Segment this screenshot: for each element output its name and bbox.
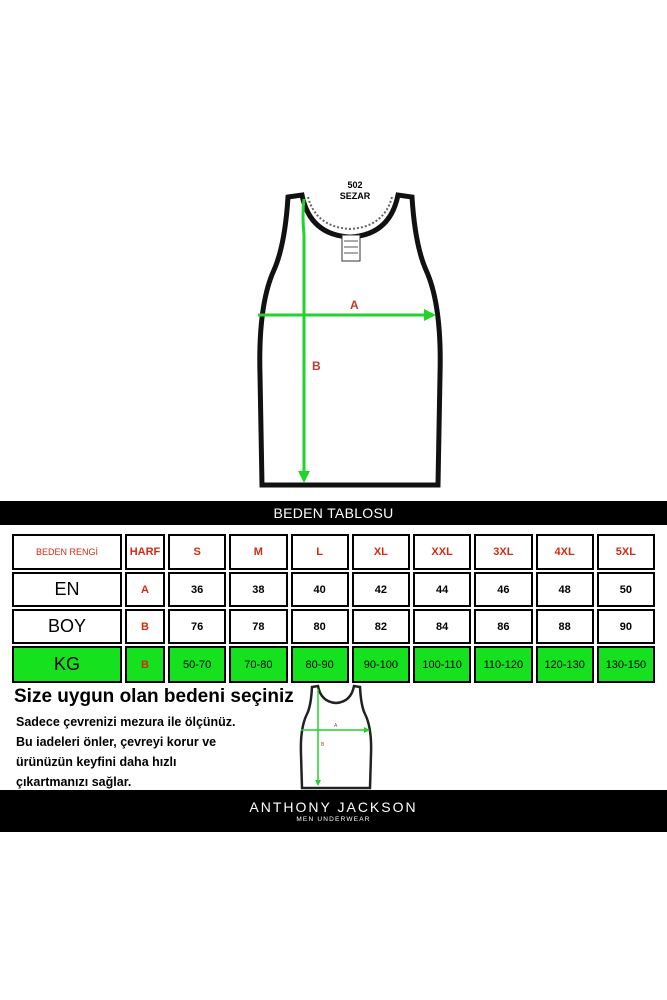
table-cell: 88 <box>536 609 594 644</box>
header-size: L <box>291 534 349 570</box>
table-cell: 120-130 <box>536 646 594 683</box>
table-cell: 82 <box>352 609 410 644</box>
table-cell: 44 <box>413 572 471 607</box>
table-cell: 36 <box>168 572 226 607</box>
table-cell: 78 <box>229 609 287 644</box>
small-tank-top-diagram <box>296 684 376 794</box>
table-cell: 40 <box>291 572 349 607</box>
table-cell: 90 <box>597 609 655 644</box>
table-cell: 46 <box>474 572 532 607</box>
instruction-line: Bu iadeleri önler, çevreyi korur ve <box>16 735 217 749</box>
header-size: M <box>229 534 287 570</box>
table-row-kg <box>12 646 655 683</box>
header-size: S <box>168 534 226 570</box>
neck-label <box>342 235 360 261</box>
header-size: 4XL <box>536 534 594 570</box>
label-b: B <box>312 359 321 373</box>
size-table <box>9 532 658 685</box>
neckline-inner <box>308 197 392 229</box>
table-cell: 100-110 <box>413 646 471 683</box>
table-row-boy <box>12 609 655 644</box>
model-code: 502 SEZAR <box>339 180 371 201</box>
table-cell: 50-70 <box>168 646 226 683</box>
table-cell: 76 <box>168 609 226 644</box>
instructions-text <box>16 712 236 792</box>
tank-top-diagram <box>250 175 450 495</box>
row-letter: B <box>125 646 165 683</box>
table-cell: 84 <box>413 609 471 644</box>
row-label: BOY <box>12 609 122 644</box>
svg-text:A: A <box>334 723 338 729</box>
brand-footer <box>0 790 667 832</box>
brand-name: ANTHONY JACKSON <box>249 799 418 815</box>
svg-text:B: B <box>321 742 325 748</box>
header-size: XXL <box>413 534 471 570</box>
instruction-line: Sadece çevrenizi mezura ile ölçünüz. <box>16 715 236 729</box>
label-a: A <box>350 298 359 312</box>
row-label: EN <box>12 572 122 607</box>
size-table-title: BEDEN TABLOSU <box>0 501 667 525</box>
table-cell: 70-80 <box>229 646 287 683</box>
table-cell: 48 <box>536 572 594 607</box>
brand-subtitle: MEN UNDERWEAR <box>296 816 371 823</box>
row-letter: A <box>125 572 165 607</box>
table-cell: 130-150 <box>597 646 655 683</box>
table-row-en <box>12 572 655 607</box>
table-cell: 80-90 <box>291 646 349 683</box>
header-size: XL <box>352 534 410 570</box>
small-tank-outline <box>301 686 371 788</box>
table-header-row <box>12 534 655 570</box>
table-cell: 86 <box>474 609 532 644</box>
row-letter: B <box>125 609 165 644</box>
row-label: KG <box>12 646 122 683</box>
table-cell: 80 <box>291 609 349 644</box>
table-cell: 90-100 <box>352 646 410 683</box>
header-size: 5XL <box>597 534 655 570</box>
header-size: 3XL <box>474 534 532 570</box>
table-cell: 38 <box>229 572 287 607</box>
instructions-title: Size uygun olan bedeni seçiniz <box>14 686 294 707</box>
table-cell: 110-120 <box>474 646 532 683</box>
header-label: BEDEN RENGİ <box>12 534 122 570</box>
table-cell: 42 <box>352 572 410 607</box>
arrow-b <box>303 199 304 473</box>
table-cell: 50 <box>597 572 655 607</box>
header-letter: HARF <box>125 534 165 570</box>
instruction-line: ürünüzün keyfini daha hızlı <box>16 755 177 769</box>
instruction-line: çıkartmanızı sağlar. <box>16 775 132 789</box>
